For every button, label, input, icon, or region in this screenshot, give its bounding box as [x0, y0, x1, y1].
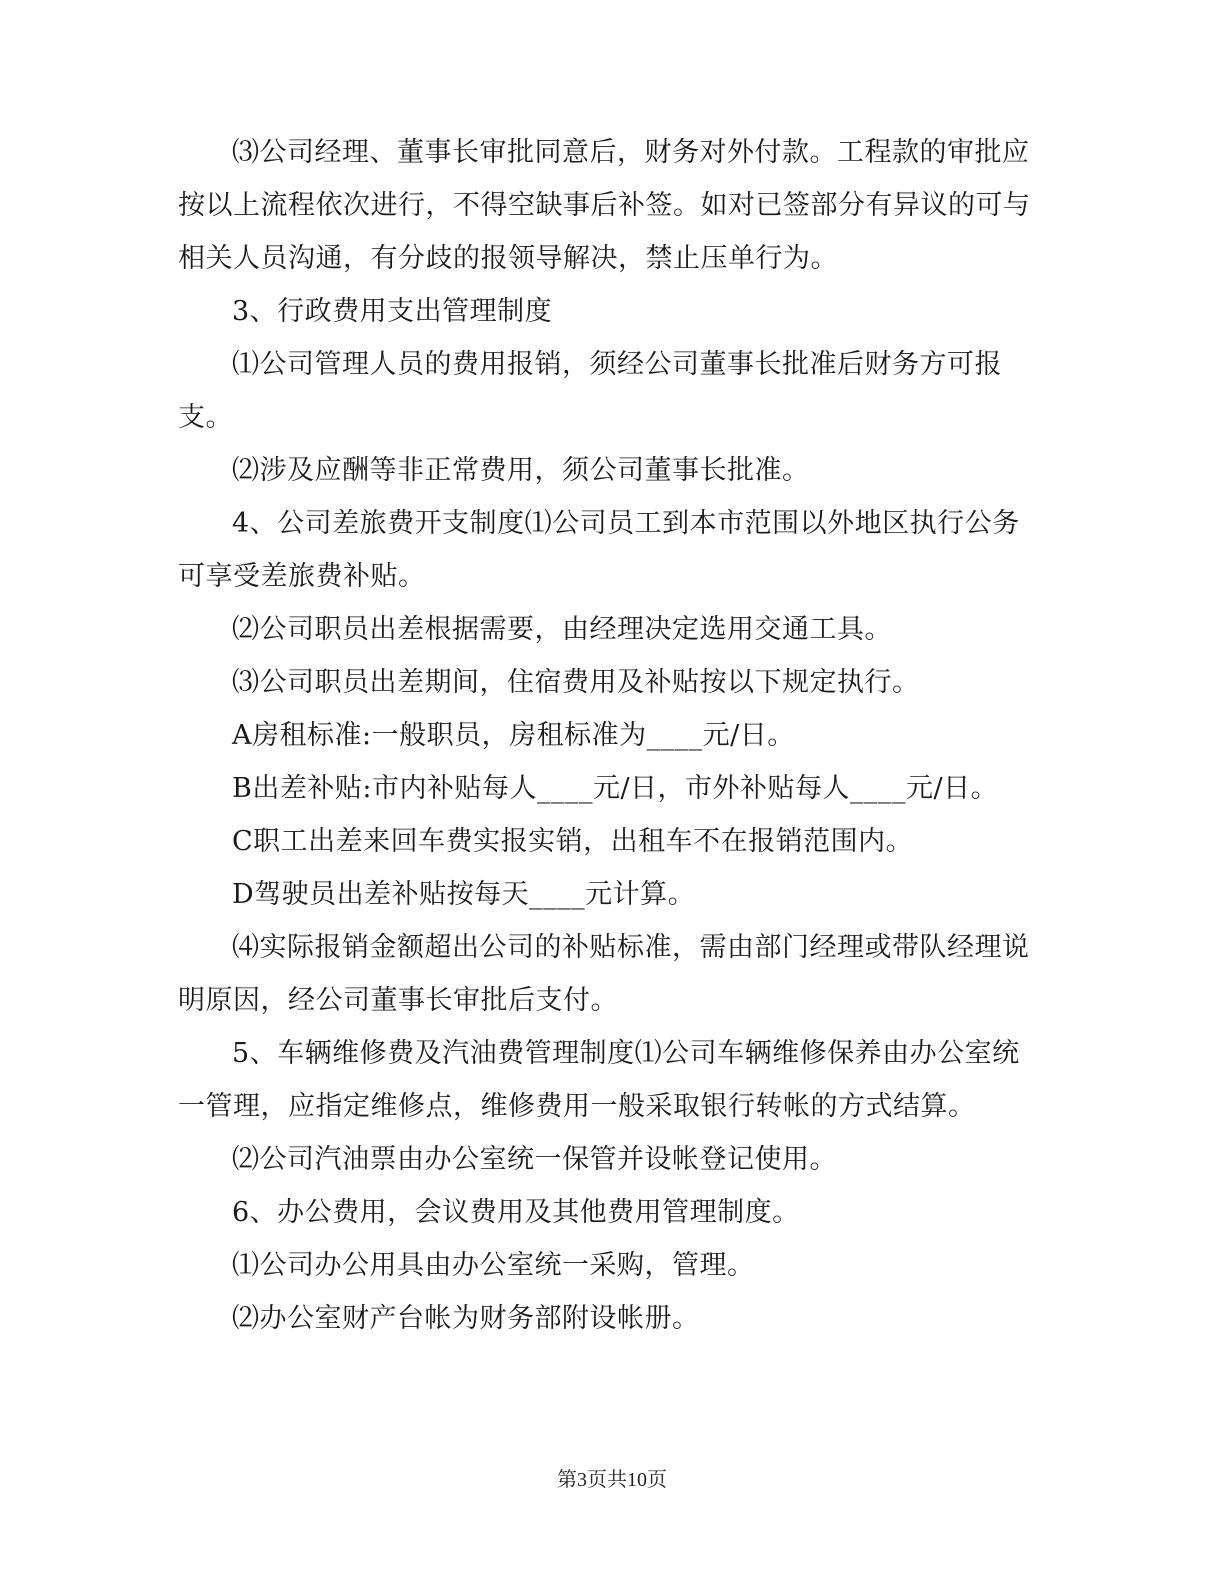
paragraph: B出差补贴:市内补贴每人____元/日，市外补贴每人____元/日。 [232, 773, 999, 804]
section-heading: 6、办公费用，会议费用及其他费用管理制度。 [232, 1197, 800, 1228]
paragraph: ⑵办公室财产台帐为财务部附设帐册。 [232, 1303, 700, 1334]
section-heading: 3、行政费用支出管理制度 [232, 296, 553, 327]
paragraph: A房租标准:一般职员，房租标准为____元/日。 [232, 720, 795, 751]
paragraph: ⑶公司职员出差期间，住宿费用及补贴按以下规定执行。 [232, 667, 920, 698]
paragraph: 5、车辆维修费及汽油费管理制度⑴公司车辆维修保养由办公室统一管理，应指定维修点，维修费用一般采取银行转帐的方式结算。 [178, 1038, 1020, 1122]
paragraph: D驾驶员出差补贴按每天____元计算。 [232, 879, 696, 910]
paragraph: ⑵公司汽油票由办公室统一保管并设帐登记使用。 [232, 1144, 837, 1175]
paragraph: ⑷实际报销金额超出公司的补贴标准，需由部门经理或带队经理说明原因，经公司董事长审批后支付。 [178, 932, 1030, 1016]
page-number-footer: 第3页共10页 [557, 1469, 667, 1491]
paragraph: ⑶公司经理、董事长审批同意后，财务对外付款。工程款的审批应按以上流程依次进行，不得空缺事后补签。如对已签部分有异议的可与相关人员沟通，有分歧的报领导解决，禁止压单行为。 [178, 137, 1031, 274]
paragraph: ⑴公司管理人员的费用报销，须经公司董事长批准后财务方可报支。 [178, 349, 1002, 433]
paragraph: ⑵涉及应酬等非正常费用，须公司董事长批准。 [232, 455, 810, 486]
paragraph: C职工出差来回车费实报实销，出租车不在报销范围内。 [232, 826, 914, 857]
paragraph: 4、公司差旅费开支制度⑴公司员工到本市范围以外地区执行公务可享受差旅费补贴。 [178, 508, 1020, 592]
paragraph: ⑵公司职员出差根据需要，由经理决定选用交通工具。 [232, 614, 892, 645]
document-body [178, 126, 1038, 1345]
paragraph: ⑴公司办公用具由办公室统一采购，管理。 [232, 1250, 755, 1281]
